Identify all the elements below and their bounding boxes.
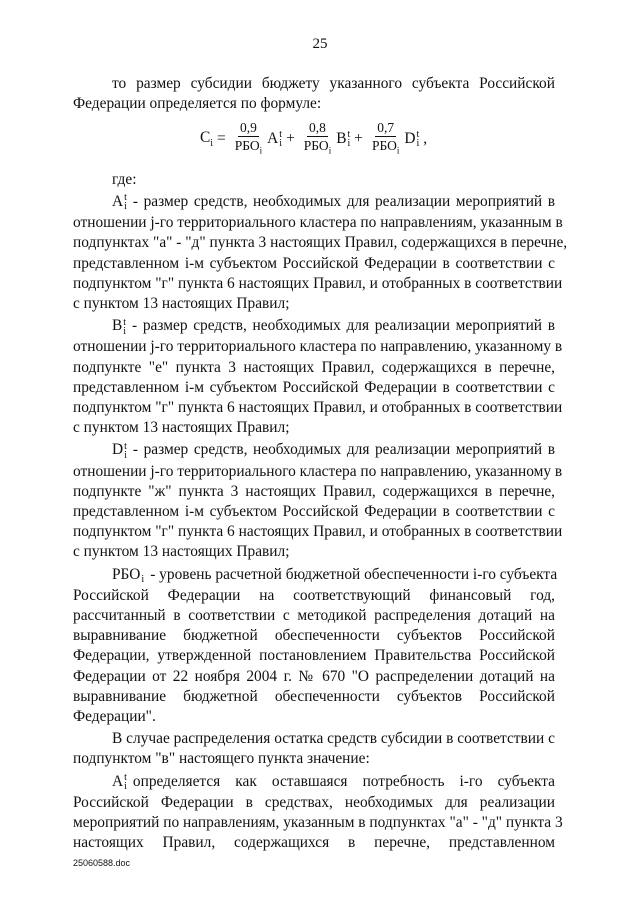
definition-first-line bbox=[112, 316, 555, 336]
definition-line: отношении j-го территориального кластера по направлению, указанному в bbox=[73, 462, 563, 480]
definition-line: подпункте "е" пункта 3 настоящих Правил, содержащихся в перечне, bbox=[73, 358, 555, 376]
symbol-base: A bbox=[267, 129, 279, 147]
definition-text: - размер средств, необходимых для реализации мероприятий в bbox=[132, 441, 555, 459]
intro-line: то размер субсидии бюджету указанного субъекта Российской bbox=[112, 75, 555, 92]
definition-line: Российской Федерации на соответствующий финансовый год, bbox=[73, 586, 555, 604]
definition-text: определяется как оставшаяся потребность i-го субъекта bbox=[132, 772, 555, 790]
definition-line: рассчитанный в соответствии с методикой распределения дотаций на bbox=[73, 607, 555, 624]
footer-filename: 25060588.doc bbox=[73, 858, 131, 868]
math-symbol bbox=[336, 130, 350, 148]
fraction-numerator: 0,7 bbox=[377, 119, 395, 135]
definition-line: отношении j-го территориального кластера по направлению, указанному в bbox=[73, 338, 563, 356]
formula bbox=[200, 117, 431, 161]
formula-lhs-sub: i bbox=[210, 138, 214, 150]
symbol-sup: t bbox=[416, 129, 420, 141]
definition-first-line bbox=[112, 440, 555, 460]
definition-line: Федерации". bbox=[73, 708, 156, 725]
symbol-sub: i bbox=[124, 449, 127, 461]
symbol-sup: t bbox=[279, 129, 283, 141]
math-symbol bbox=[112, 316, 126, 336]
definition-first-line bbox=[112, 192, 555, 212]
symbol-base: D bbox=[112, 441, 124, 459]
formula-operator: + bbox=[286, 130, 295, 147]
math-symbol bbox=[112, 192, 127, 212]
symbol-sup: t bbox=[124, 440, 127, 452]
definition-line: Федерации, утвержденной постановлением Правительства Российской bbox=[73, 647, 555, 665]
definition-line: мероприятий по направлениям, указанным в подпунктах "а" - "д" пункта 3 bbox=[73, 814, 563, 831]
symbol-sup: t bbox=[347, 129, 351, 141]
symbol-indices bbox=[124, 442, 127, 460]
symbol-sub: i bbox=[124, 781, 127, 793]
symbol-indices bbox=[124, 773, 127, 791]
intro-line: Федерации определяется по формуле: bbox=[73, 95, 322, 113]
fraction-numerator: 0,8 bbox=[309, 119, 326, 135]
symbol-sub: i bbox=[416, 138, 420, 150]
definition-line: с пунктом 13 настоящих Правил; bbox=[73, 295, 290, 312]
definition-line: подпунктом "г" пункта 6 настоящих Правил, и отобранных в соответствии bbox=[73, 274, 563, 292]
definition-line: представленном i-м субъектом Российской Федерации в соответствии с bbox=[73, 378, 555, 396]
symbol-indices bbox=[141, 566, 144, 584]
denominator-sub: i bbox=[328, 145, 332, 156]
formula-operator: , bbox=[423, 130, 428, 147]
definition-line: Российской Федерации в средствах, необходимых для реализации bbox=[73, 793, 555, 811]
definition-line: с пунктом 13 настоящих Правил; bbox=[73, 543, 290, 561]
math-symbol bbox=[404, 130, 419, 148]
where-label: где: bbox=[112, 171, 137, 188]
symbol-indices bbox=[279, 130, 282, 148]
symbol-sub: i bbox=[347, 138, 351, 150]
math-symbol bbox=[112, 565, 144, 585]
definition-first-line bbox=[112, 772, 555, 792]
definition-text: - размер средств, необходимых для реализации мероприятий в bbox=[132, 317, 555, 335]
definition-line: подпунктом "г" пункта 6 настоящих Правил, и отобранных в соответствии bbox=[73, 523, 563, 541]
math-symbol bbox=[112, 440, 127, 460]
definition-line: отношении j-го территориального кластера по направлениям, указанным в bbox=[73, 214, 563, 232]
math-symbol bbox=[112, 772, 127, 792]
symbol-base: A bbox=[112, 772, 124, 790]
definition-text: - уровень расчетной бюджетной обеспеченности i-го субъекта bbox=[150, 565, 558, 583]
formula-fraction bbox=[302, 119, 333, 160]
symbol-indices bbox=[417, 130, 420, 148]
formula-fraction bbox=[233, 119, 264, 160]
definition-line: подпунктом "г" пункта 6 настоящих Правил, и отобранных в соответствии bbox=[73, 399, 563, 416]
definition-first-line bbox=[112, 565, 558, 586]
fraction-numerator: 0,9 bbox=[240, 119, 257, 135]
definition-line: подпункте "ж" пункта 3 настоящих Правил, содержащихся в перечне, bbox=[73, 482, 555, 500]
definition-text: - размер средств, необходимых для реализации мероприятий в bbox=[132, 193, 555, 210]
symbol-base: РБО bbox=[112, 565, 141, 583]
remainder-line: подпунктом "в" настоящего пункта значение: bbox=[73, 750, 370, 768]
fraction-denominator: $РБО_i$ bbox=[234, 137, 263, 156]
symbol-base: A bbox=[112, 193, 124, 210]
symbol-sup: t bbox=[124, 192, 127, 204]
definition-line: подпунктах "а" - "д" пункта 3 настоящих Правил, содержащихся в перечне, bbox=[73, 234, 568, 252]
formula-operator: + bbox=[354, 130, 363, 147]
definition-line: представленном i-м субъектом Российской Федерации в соответствии с bbox=[73, 503, 555, 520]
definition-line: Федерации от 22 ноября 2004 г. № 670 "О распределении дотаций на bbox=[73, 667, 555, 685]
symbol-sub: i bbox=[123, 325, 127, 337]
remainder-line: В случае распределения остатка средств субсидии в соответствии с bbox=[112, 730, 555, 748]
definition-line: представленном i-м субъектом Российской Федерации в соответствии с bbox=[73, 254, 555, 272]
symbol-base: D bbox=[404, 129, 416, 147]
symbol-sub: i bbox=[124, 201, 127, 213]
symbol-sup: t bbox=[123, 316, 127, 328]
definition-line: выравнивание бюджетной обеспеченности субъектов Российской bbox=[73, 627, 555, 645]
symbol-indices bbox=[124, 193, 127, 211]
symbol-sub: i bbox=[279, 138, 283, 150]
fraction-denominator: $РБО_i$ bbox=[371, 137, 400, 156]
denominator-sub: i bbox=[259, 145, 263, 156]
definition-line: с пунктом 13 настоящих Правил; bbox=[73, 419, 290, 437]
symbol-sub: i bbox=[141, 574, 145, 586]
symbol-indices bbox=[123, 318, 126, 336]
symbol-base: B bbox=[336, 129, 347, 147]
page-number: 25 bbox=[312, 36, 328, 52]
definition-line: выравнивание бюджетной обеспеченности субъектов Российской bbox=[73, 687, 555, 705]
formula-lhs: $C_i$ bbox=[200, 128, 214, 150]
formula-equals: = bbox=[217, 130, 226, 147]
symbol-base: B bbox=[112, 317, 123, 335]
formula-fraction bbox=[370, 119, 401, 160]
symbol-sup: t bbox=[124, 772, 127, 784]
math-symbol bbox=[267, 130, 282, 148]
fraction-denominator: $РБО_i$ bbox=[303, 137, 332, 156]
symbol-indices bbox=[347, 130, 350, 148]
denominator-sub: i bbox=[396, 145, 400, 156]
definition-line: настоящих Правил, содержащихся в перечне, представленном bbox=[73, 834, 555, 852]
